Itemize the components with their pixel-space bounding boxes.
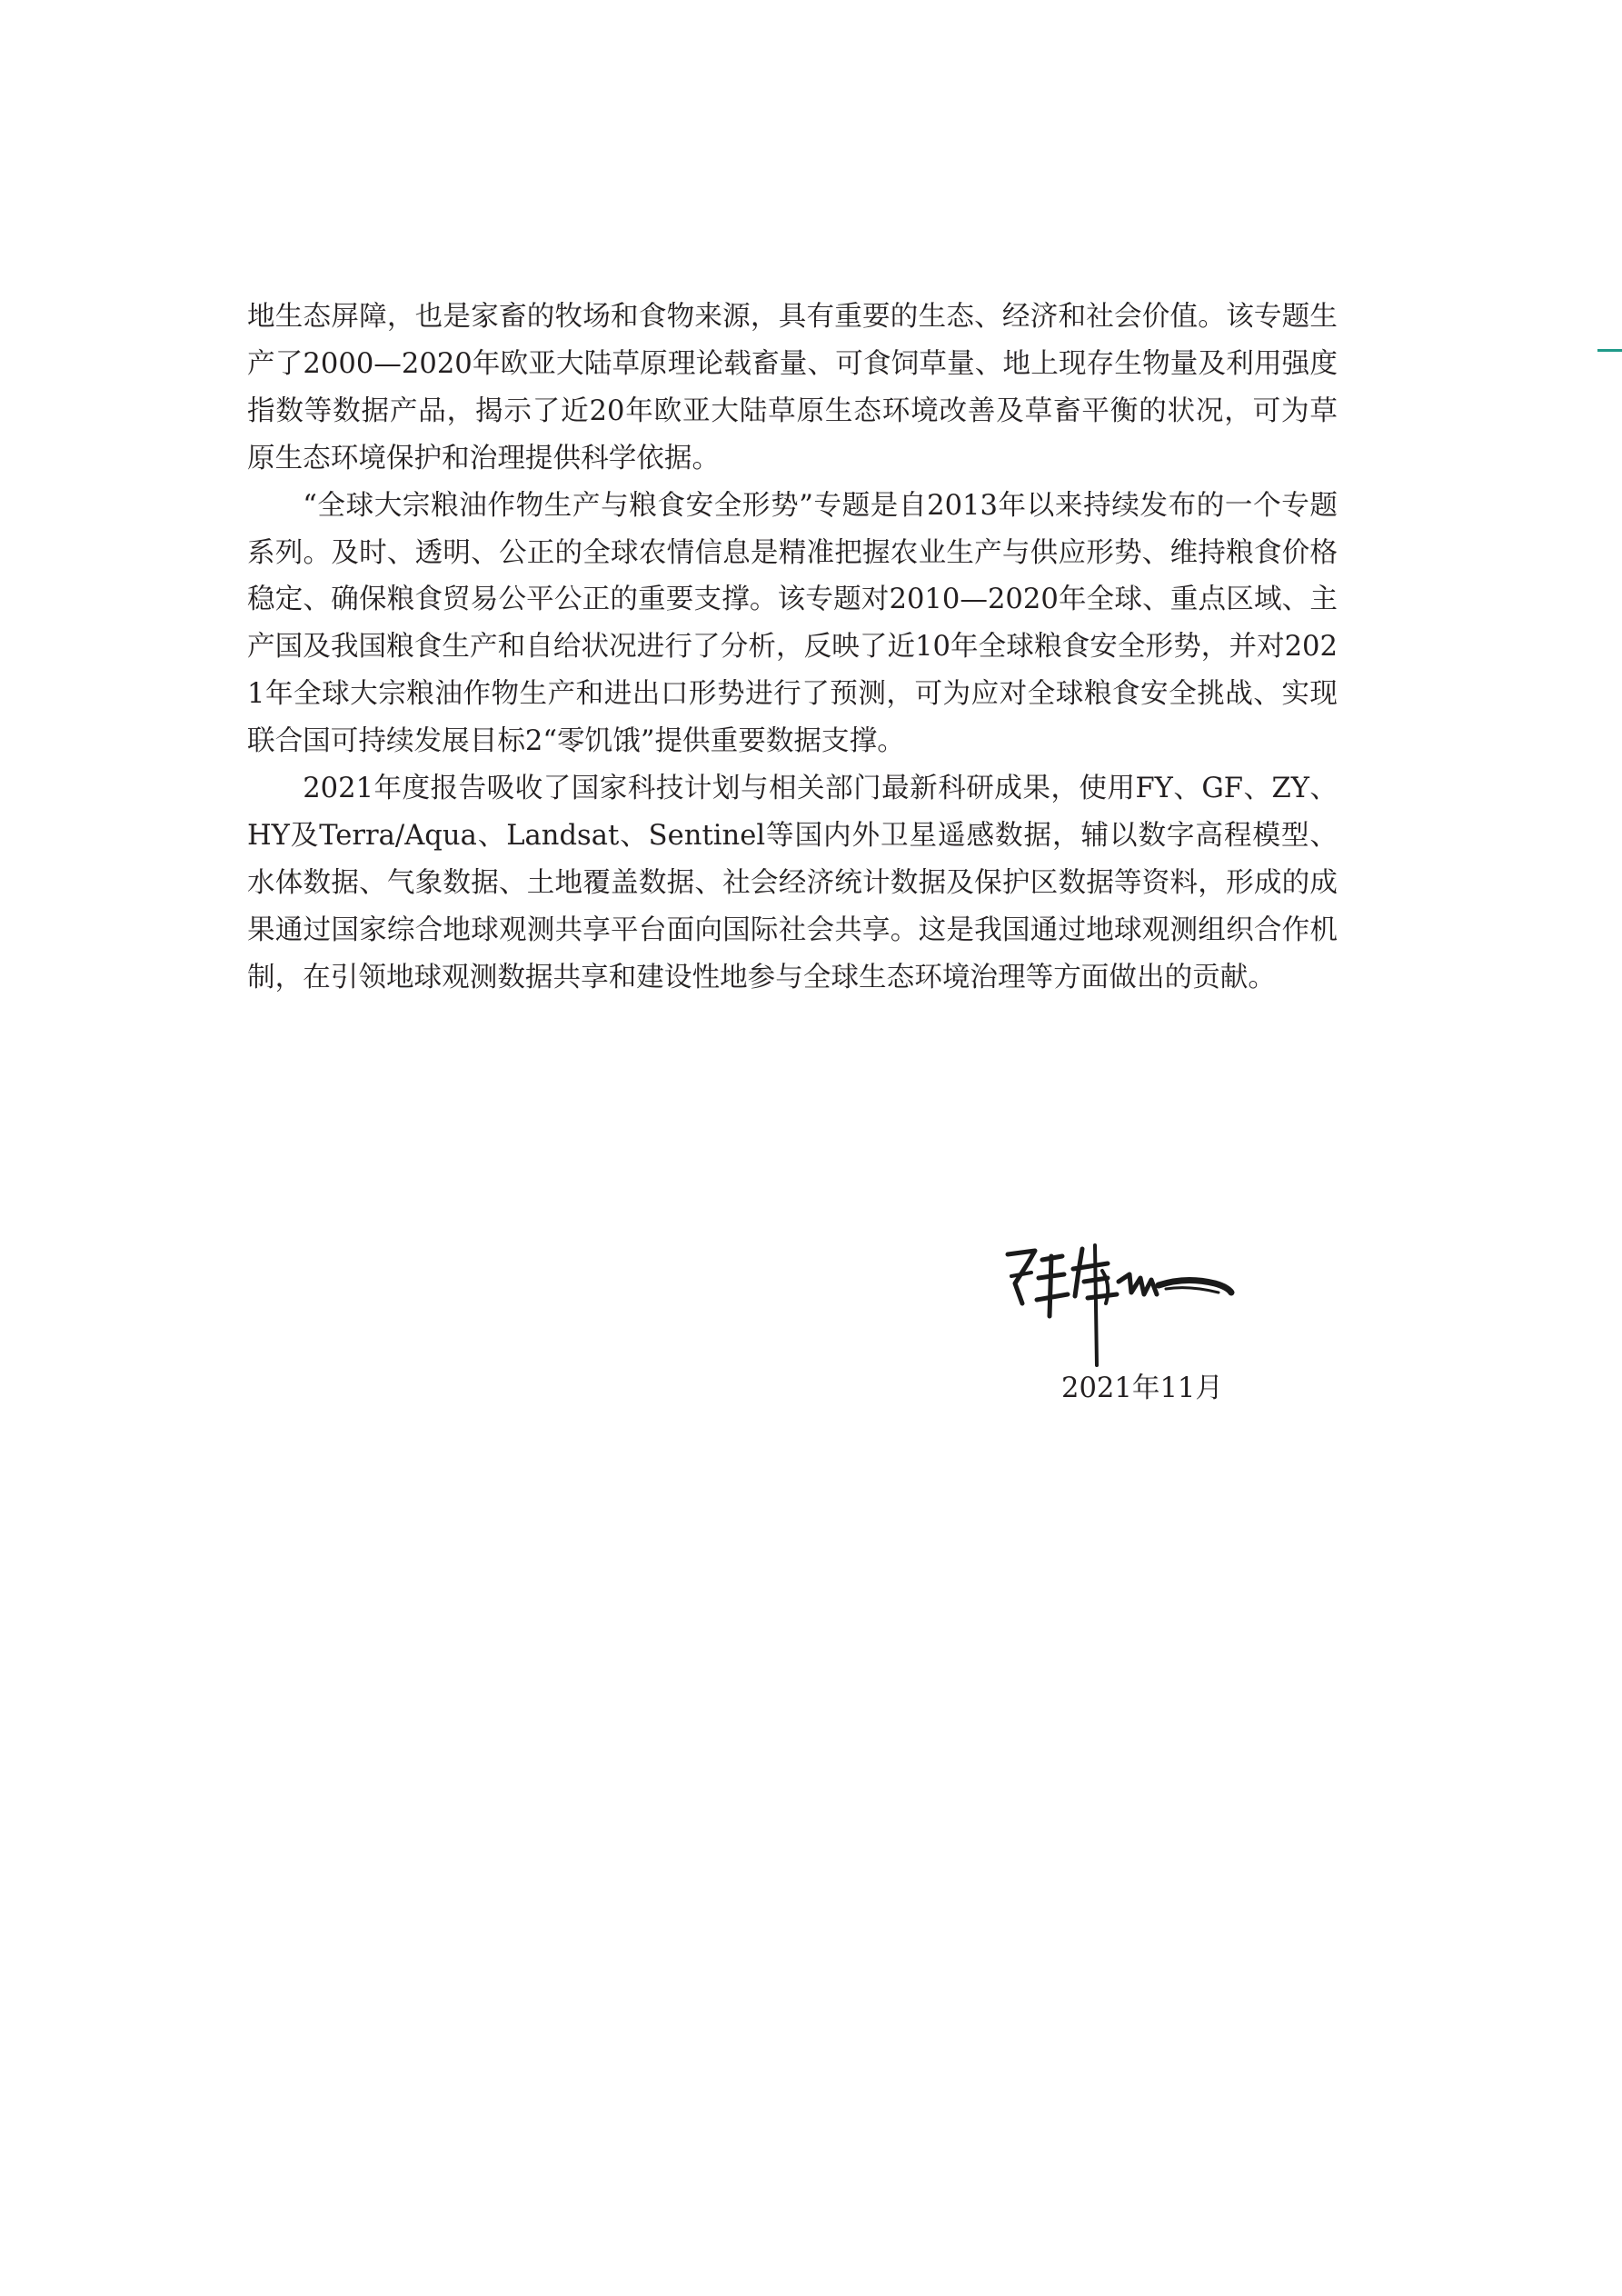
page-edge-marker — [1597, 349, 1622, 352]
body-text — [247, 294, 1338, 1002]
paragraph-grassland: 地生态屏障，也是家畜的牧场和食物来源，具有重要的生态、经济和社会价值。该专题生产了2000—2020年欧亚大陆草原理论载畜量、可食饲草量、地上现存生物量及利用强度指数等数据产品，揭示了近20年欧亚大陆草原生态环境改善及草畜平衡的状况，可为草原生态环境保护和治理提供科学依据。 — [247, 301, 1338, 474]
paragraph-annual-report: 2021年度报告吸收了国家科技计划与相关部门最新科研成果，使用FY、GF、ZY、HY及Terra/Aqua、Landsat、Sentinel等国内外卫星遥感数据，辅以数字高程模型、水体数据、气象数据、土地覆盖数据、社会经济统计数据及保护区数据等资料，形成的成果通过国家综合地球观测共享平台面向国际社会共享。这是我国通过地球观测组织合作机制，在引领地球观测数据共享和建设性地参与全球生态环境治理等方面做出的贡献。 — [247, 773, 1338, 993]
signature-date: 2021年11月 — [1061, 1373, 1223, 1404]
signature-icon — [995, 1229, 1249, 1374]
paragraph-food-security: “全球大宗粮油作物生产与粮食安全形势”专题是自2013年以来持续发布的一个专题系列。及时、透明、公正的全球农情信息是精准把握农业生产与供应形势、维持粮食价格稳定、确保粮食贸易公平公正的重要支撑。该专题对2010—2020年全球、重点区域、主产国及我国粮食生产和自给状况进行了分析，反映了近10年全球粮食安全形势，并对2021年全球大宗粮油作物生产和进出口形势进行了预测，可为应对全球粮食安全挑战、实现联合国可持续发展目标2“零饥饿”提供重要数据支撑。 — [247, 489, 1338, 758]
